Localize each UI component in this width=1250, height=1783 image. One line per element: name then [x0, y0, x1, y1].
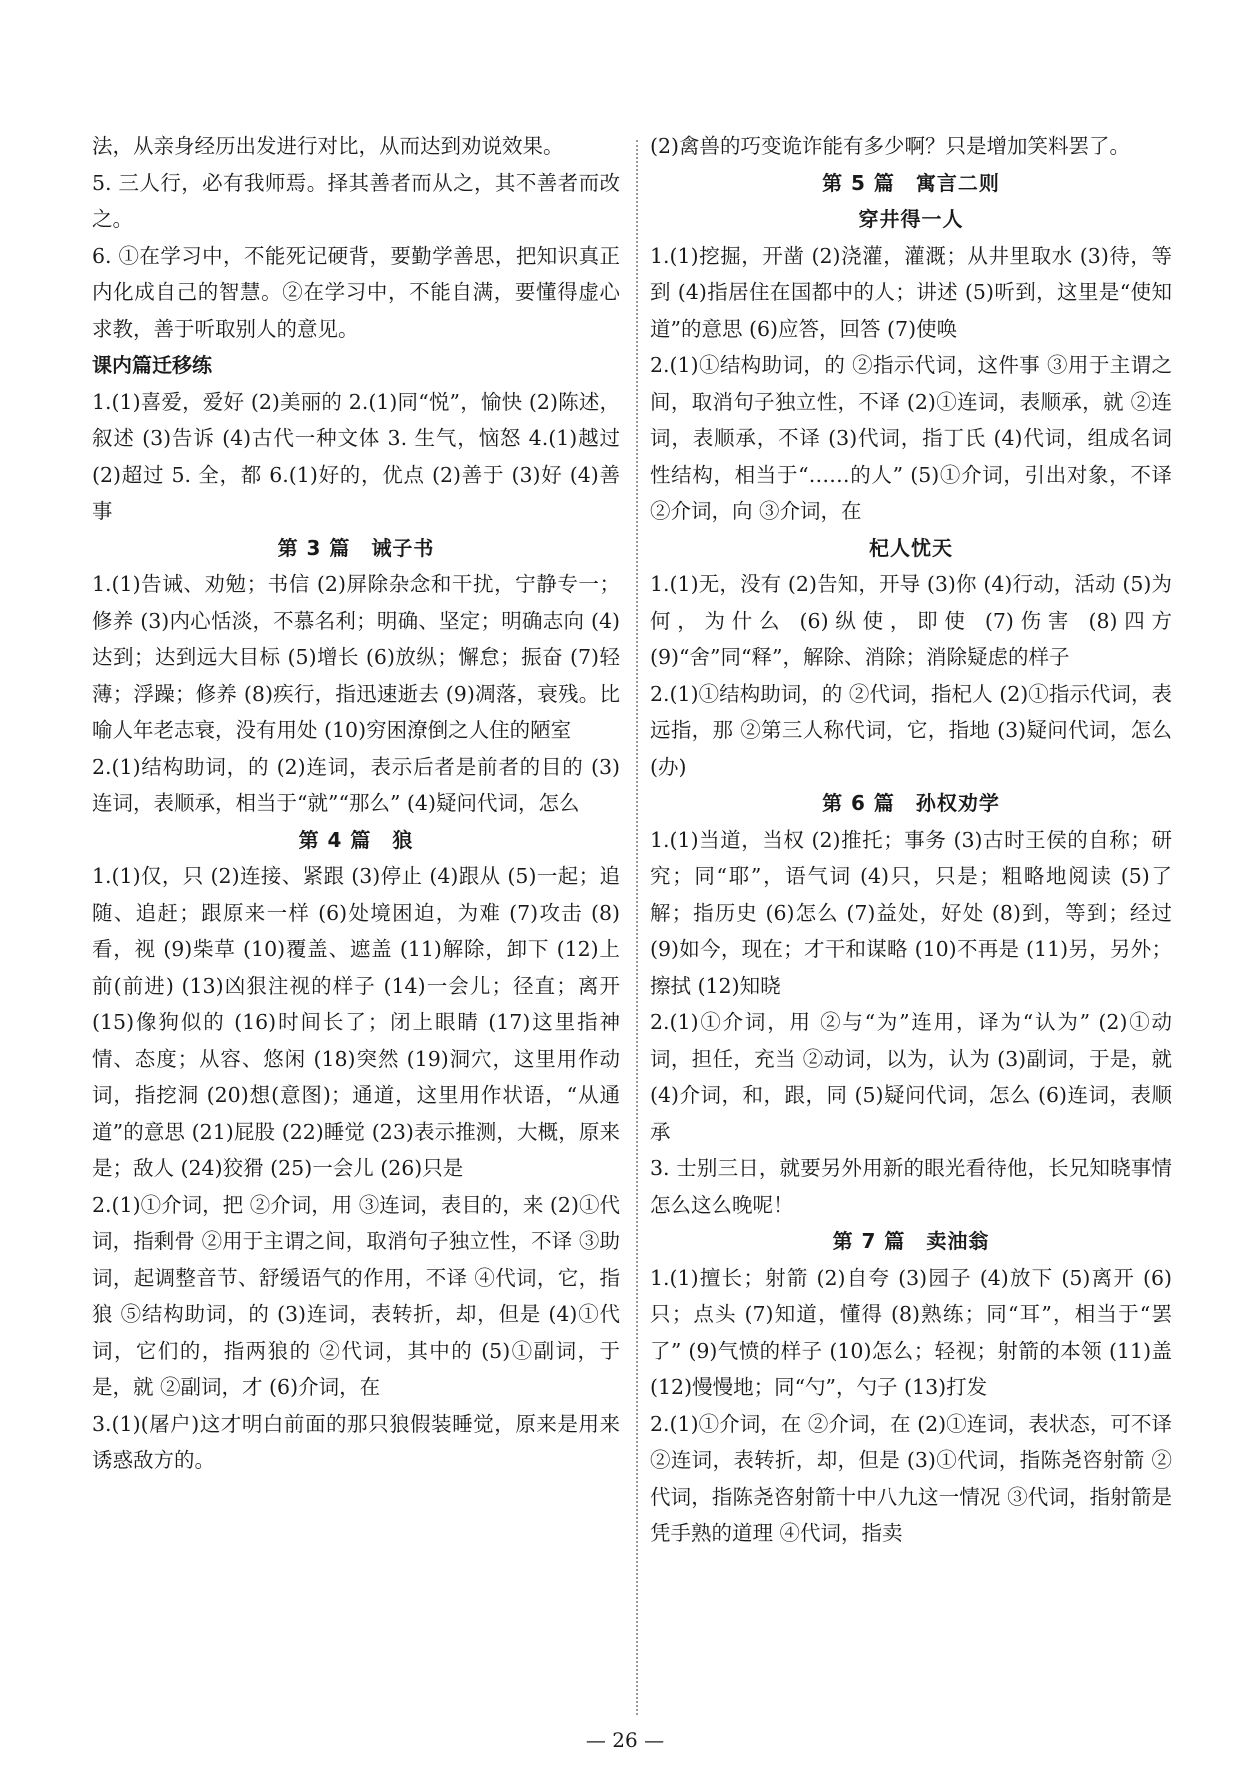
answer-paragraph: 2.(1)结构助词，的 (2)连词，表示后者是前者的目的 (3)连词，表顺承，相当于“就”“那么” (4)疑问代词，怎么	[92, 754, 620, 815]
answer-paragraph: 1.(1)喜爱，爱好 (2)美丽的 2.(1)同“悦”，愉快 (2)陈述，叙述 (3)告诉 (4)古代一种文体 3. 生气，恼怒 4.(1)越过 (2)超过 5. 全，都 6.(1)好的，优点 (2)善于 (3)好 (4)善事	[92, 389, 620, 523]
left-column	[92, 128, 620, 1479]
section-heading: 杞人忧天	[869, 535, 953, 560]
answer-paragraph: 2.(1)①介词，在 ②介词，在 (2)①连词，表状态，可不译 ②连词，表转折，却，但是 (3)①代词，指陈尧咨射箭 ②代词，指陈尧咨射箭十中八九这一情况 ③代词，指射箭是凭手熟的道理 ④代词，指卖	[650, 1411, 1172, 1545]
section-heading: 第 6 篇 孙权劝学	[822, 791, 1000, 815]
answer-paragraph: 1.(1)擅长；射箭 (2)自夸 (3)园子 (4)放下 (5)离开 (6)只；点头 (7)知道，懂得 (8)熟练；同“耳”，相当于“罢了” (9)气愤的样子 (10)怎么；轻视；射箭的本领 (11)盖 (12)慢慢地；同“勺”，勺子 (13)打发	[650, 1265, 1172, 1399]
section-heading: 第 4 篇 狼	[298, 827, 414, 852]
answer-paragraph: 2.(1)①介词，用 ②与“为”连用，译为“认为” (2)①动词，担任，充当 ②动词，以为，认为 (3)副词，于是，就 (4)介词，和，跟，同 (5)疑问代词，怎么 (6)连词，表顺承	[650, 1010, 1172, 1144]
answer-paragraph: 1.(1)当道，当权 (2)推托；事务 (3)古时王侯的自称；研究；同“耶”，语气词 (4)只，只是；粗略地阅读 (5)了解；指历史 (6)怎么 (7)益处，好处 (8)到，等到；经过 (9)如今，现在；才干和谋略 (10)不再是 (11)另，另外；擦拭 (12)知晓	[650, 827, 1172, 998]
column-divider	[636, 140, 638, 1715]
section-heading: 第 3 篇 诫子书	[277, 535, 435, 560]
section-heading: 第 7 篇 卖油翁	[832, 1229, 990, 1253]
answer-paragraph: 2.(1)①介词，把 ②介词，用 ③连词，表目的，来 (2)①代词，指剩骨 ②用于主谓之间，取消句子独立性，不译 ③助词，起调整音节、舒缓语气的作用，不译 ④代词，它，指狼 ⑤结构助词，的 (3)连词，表转折，却，但是 (4)①代词，它们的，指两狼的 ②代词，其中的 (5)①副词，于是，就 ②副词，才 (6)介词，在	[92, 1192, 620, 1399]
answer-paragraph: 6. ①在学习中，不能死记硬背，要勤学善思，把知识真正内化成自己的智慧。②在学习中，不能自满，要懂得虚心求教，善于听取别人的意见。	[92, 243, 620, 341]
answer-paragraph: 5. 三人行，必有我师焉。择其善者而从之，其不善者而改之。	[92, 170, 620, 231]
subsection-heading: 课内篇迁移练	[92, 353, 212, 377]
answer-paragraph: 2.(1)①结构助词，的 ②代词，指杞人 (2)①指示代词，表远指，那 ②第三人称代词，它，指地 (3)疑问代词，怎么(办)	[650, 681, 1172, 779]
answer-paragraph: 1.(1)仅，只 (2)连接、紧跟 (3)停止 (4)跟从 (5)一起；追随、追赶；跟原来一样 (6)处境困迫，为难 (7)攻击 (8)看，视 (9)柴草 (10)覆盖、遮盖 (11)解除，卸下 (12)上前(前进) (13)凶狠注视的样子 (14)一会儿；径直；离开 (15)像狗似的 (16)时间长了；闭上眼睛 (17)这里指神情、态度；从容、悠闲 (18)突然 (19)洞穴，这里用作动词，指挖洞 (20)想(意图)；通道，这里用作状语，“从通道”的意思 (21)屁股 (22)睡觉 (23)表示推测，大概，原来是；敌人 (24)狡猾 (25)一会儿 (26)只是	[92, 864, 620, 1180]
section-heading: 穿井得一人	[858, 207, 964, 231]
section-heading: 第 5 篇 寓言二则	[822, 170, 1000, 195]
answer-paragraph: 1.(1)无，没有 (2)告知，开导 (3)你 (4)行动，活动 (5)为何，为什么 (6)纵使，即使 (7)伤害 (8)四方 (9)“舍”同“释”，解除、消除；消除疑虑的样子	[650, 572, 1172, 669]
answer-paragraph: 2.(1)①结构助词，的 ②指示代词，这件事 ③用于主谓之间，取消句子独立性，不译 (2)①连词，表顺承，就 ②连词，表顺承，不译 (3)代词，指丁氏 (4)代词，组成名词性结构，相当于“……的人” (5)①介词，引出对象，不译 ②介词，向 ③介词，在	[650, 353, 1172, 523]
answer-paragraph: 1.(1)告诫、劝勉；书信 (2)屏除杂念和干扰，宁静专一；修养 (3)内心恬淡，不慕名利；明确、坚定；明确志向 (4)达到；达到远大目标 (5)增长 (6)放纵；懈怠；振奋 (7)轻薄；浮躁；修养 (8)疾行，指迅速逝去 (9)凋落，衰残。比喻人年老志衰，没有用处 (10)穷困潦倒之人住的陋室	[92, 572, 620, 742]
page-number: — 26 —	[585, 1728, 665, 1752]
right-column	[650, 128, 1172, 1552]
answer-paragraph: (2)禽兽的巧变诡诈能有多少啊？只是增加笑料罢了。	[650, 134, 1131, 158]
answer-paragraph: 3. 士别三日，就要另外用新的眼光看待他，长兄知晓事情怎么这么晚呢！	[650, 1156, 1172, 1217]
answer-paragraph: 1.(1)挖掘，开凿 (2)浇灌，灌溉；从井里取水 (3)待，等到 (4)指居住在国都中的人；讲述 (5)听到，这里是“使知道”的意思 (6)应答，回答 (7)使唤	[650, 243, 1172, 341]
answer-paragraph: 3.(1)(屠户)这才明白前面的那只狼假装睡觉，原来是用来诱惑敌方的。	[92, 1411, 620, 1472]
answer-paragraph: 法，从亲身经历出发进行对比，从而达到劝说效果。	[92, 134, 564, 158]
